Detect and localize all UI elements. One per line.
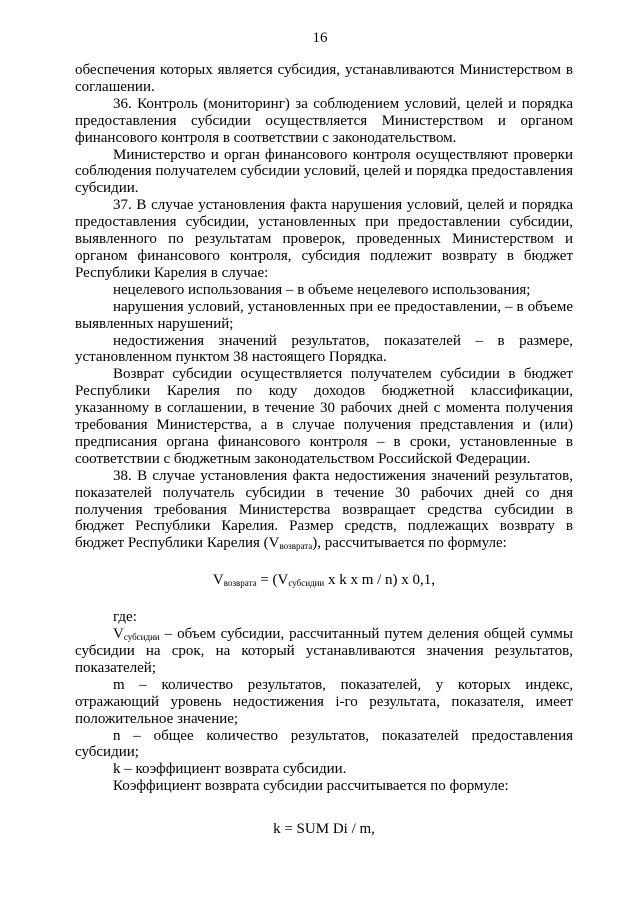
formula-text: V bbox=[212, 572, 224, 589]
subscript: возврата bbox=[223, 578, 257, 589]
paragraph-text: ), рассчитывается по формуле: bbox=[312, 535, 507, 552]
formula-text: x k x m / n) x 0,1, bbox=[324, 572, 436, 589]
definition-text: – объем субсидии, рассчитанный путем деления общей суммы субсидии на срок, на который устанавливаются значения результатов, показателей; bbox=[75, 626, 573, 676]
subscript: субсидии bbox=[123, 632, 160, 643]
paragraph: Коэффициент возврата субсидии рассчитывается по формуле: bbox=[113, 778, 509, 795]
list-item: недостижения значений результатов, показателей – в размере, установленном пунктом 38 настоящего Порядка. bbox=[75, 332, 573, 366]
paragraph: обеспечения которых является субсидия, устанавливаются Министерством в соглашении. bbox=[75, 62, 573, 95]
definition-k: k – коэффициент возврата субсидии. bbox=[113, 761, 347, 778]
where-label: где: bbox=[113, 609, 137, 626]
paragraph: Возврат субсидии осуществляется получателем субсидии в бюджет Республики Карелия по коду доходов бюджетной классификации, указанному в соглашении, в течение 30 рабочих дней с момента получения требования Министерства, а в случае получения представления и (или) предписания органа финансового контроля – в сроки, установленные в соответствии с бюджетным законодательством Российской Федерации. bbox=[75, 366, 573, 467]
paragraph-37: 37. В случае установления факта нарушения условий, целей и порядка предоставления субсидии, установленных при предоставлении субсидии, выявленного по результатам проверок, проведенных Министерством и органом финансового контроля, субсидия подлежит возврату в бюджет Республики Карелия в случае: bbox=[75, 197, 573, 281]
formula-return-amount bbox=[75, 572, 573, 589]
list-item: нарушения условий, установленных при ее предоставлении, – в объеме выявленных нарушений; bbox=[75, 298, 573, 332]
definition-m: m – количество результатов, показателей, у которых индекс, отражающий уровень недостижения i-го результата, показателя, имеет положительное значение; bbox=[75, 676, 573, 727]
subscript: субсидии bbox=[288, 578, 325, 589]
formula-k: k = SUM Di / m, bbox=[273, 821, 375, 838]
document-body bbox=[75, 62, 573, 838]
paragraph-text: 38. В случае установления факта недостижения значений результатов, показателей получатель субсидии в течение 30 рабочих дней со дня получения требования Министерства возвращает средства субсидии в бюджет Республики Карелия. Размер средств, подлежащих возврату в бюджет Республики Карелия (V bbox=[75, 467, 573, 552]
paragraph-36: 36. Контроль (мониторинг) за соблюдением условий, целей и порядка предоставления субсидии осуществляется Министерством и органом финансового контроля в соответствии с законодательством. bbox=[75, 95, 573, 146]
paragraph: Министерство и орган финансового контроля осуществляют проверки соблюдения получателем субсидии условий, целей и порядка предоставления субсидии. bbox=[75, 146, 573, 197]
list-item: нецелевого использования – в объеме нецелевого использования; bbox=[113, 281, 531, 298]
page-number: 16 bbox=[312, 30, 328, 46]
subscript: возврата bbox=[279, 541, 313, 552]
definition-v-subsidy bbox=[75, 626, 573, 677]
definition-symbol: V bbox=[113, 626, 124, 643]
formula-text: = (V bbox=[256, 572, 289, 589]
definition-n: n – общее количество результатов, показателей предоставления субсидии; bbox=[75, 727, 573, 761]
paragraph-38 bbox=[75, 468, 573, 553]
